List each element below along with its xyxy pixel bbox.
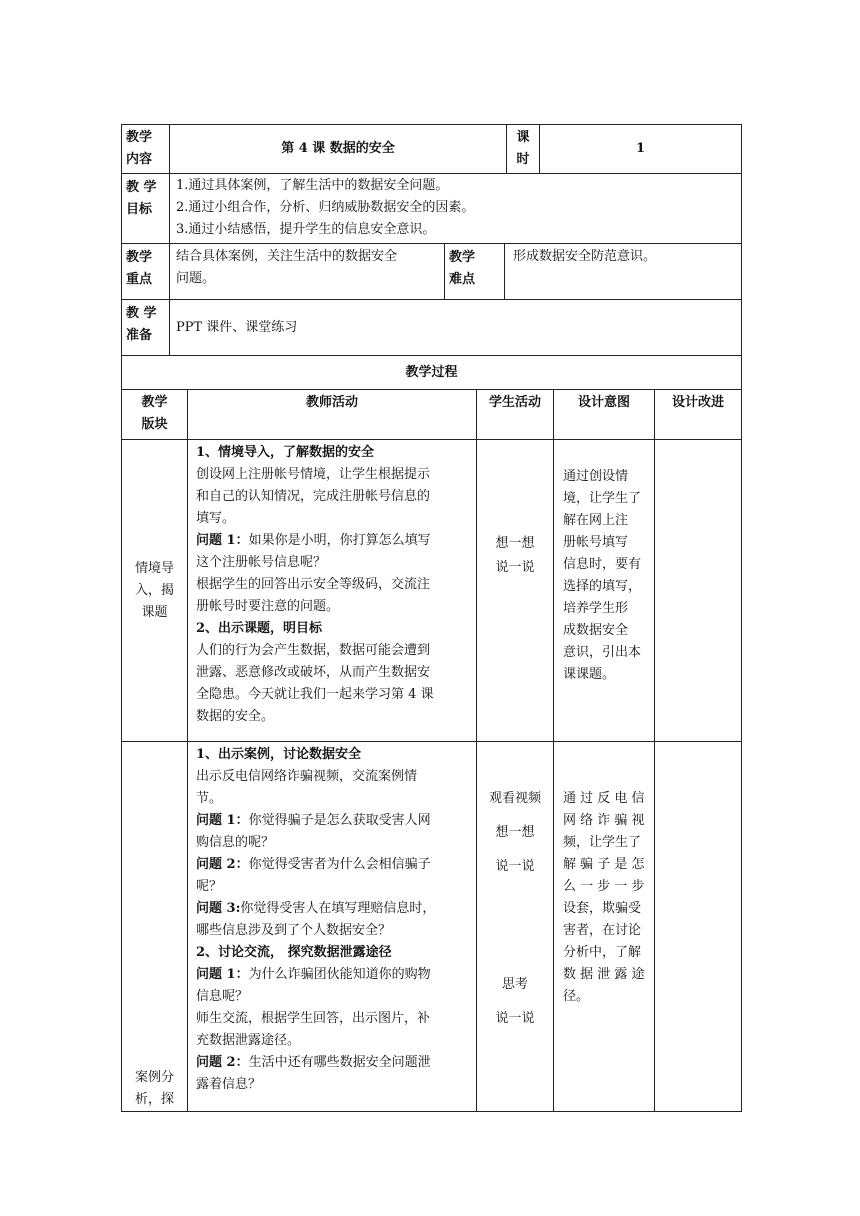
period-label: 课 时 [507, 125, 540, 174]
design-improve-header: 设计改进 [655, 390, 742, 440]
teacher-activity-header: 教师活动 [188, 390, 477, 440]
objective-item: 2.通过小组合作，分析、归纳威胁数据安全的因素。 [176, 200, 475, 215]
objective-item: 1.通过具体案例，了解生活中的数据安全问题。 [176, 178, 449, 193]
section2-design-improve [655, 742, 742, 1112]
objectives-label: 教 学 目标 [122, 174, 170, 244]
section1-design-intent: 通过创设情 境，让学生了 解在网上注 册帐号填写 信息时，要有 选择的填写， 培养学生形 成数据安全 意识，引出本 课课题。 [554, 440, 655, 742]
section2-student-activity: 观看视频 想一想 说一说 思考 说一说 [477, 742, 554, 1112]
lesson-info-table [121, 124, 742, 390]
section1-student-activity: 想一想 说一说 [477, 440, 554, 742]
section2-design-intent: 通 过 反 电 信 网 络 诈 骗 视 频，让学生了 解 骗 子 是 怎 么 一 步 一 步 设套，欺骗受 害者，在讨论 分析中，了解 数 据 泄 露 途 径。 [554, 742, 655, 1112]
lesson-plan-document [121, 124, 741, 1112]
student-activity-header: 学生活动 [477, 390, 554, 440]
section2-teacher-activity: 1、出示案例，讨论数据安全 出示反电信网络诈骗视频，交流案例情 节。 问题 1：你觉得骗子是怎么获取受害人网 购信息的呢？ 问题 2：你觉得受害者为什么会相信骗子 呢？ 问题 3:你觉得受害人在填写理赔信息时， 哪些信息涉及到了个人数据安全？ 2、讨论交流， 探究数据泄露途径 问题 1：为什么诈骗团伙能知道你的购物 信息呢？ 师生交流，根据学生回答，出示图片，补 充数据泄露途径。 问题 2：生活中还有哪些数据安全问题泄 露着信息？ [188, 742, 477, 1112]
difficulty-text: 形成数据安全防范意识。 [505, 244, 742, 300]
lesson-title: 第 4 课 数据的安全 [170, 125, 507, 174]
prep-text: PPT 课件、课堂练习 [170, 300, 742, 356]
section1-teacher-activity: 1、情境导入，了解数据的安全 创设网上注册帐号情境，让学生根据提示 和自己的认知情况，完成注册帐号信息的 填写。 问题 1：如果你是小明，你打算怎么填写 这个注册帐号信息呢？ 根据学生的回答出示安全等级码，交流注 册帐号时要注意的问题。 2、出示课题，明目标 人们的行为会产生数据，数据可能会遭到 泄露、恶意修改或破坏，从而产生数据安 全隐患。今天就让我们一起来学习第 4 课 数据的安全。 [188, 440, 477, 742]
key-points-label: 教学 重点 [122, 244, 170, 300]
section1-name: 情境导 入，揭 课题 [122, 440, 188, 742]
key-points-text: 结合具体案例，关注生活中的数据安全 问题。 [170, 244, 445, 300]
section2-name: 案例分 析，探 [122, 742, 188, 1112]
design-intent-header: 设计意图 [554, 390, 655, 440]
objectives-list [170, 174, 742, 244]
section1-design-improve [655, 440, 742, 742]
process-title: 教学过程 [122, 356, 742, 390]
section-header: 教学 版块 [122, 390, 188, 440]
teaching-process-table [121, 389, 742, 1112]
period-value: 1 [540, 125, 742, 174]
difficulty-label: 教学 难点 [445, 244, 505, 300]
objective-item: 3.通过小结感悟，提升学生的信息安全意识。 [176, 222, 436, 237]
content-label: 教学 内容 [122, 125, 170, 174]
prep-label: 教 学 准备 [122, 300, 170, 356]
